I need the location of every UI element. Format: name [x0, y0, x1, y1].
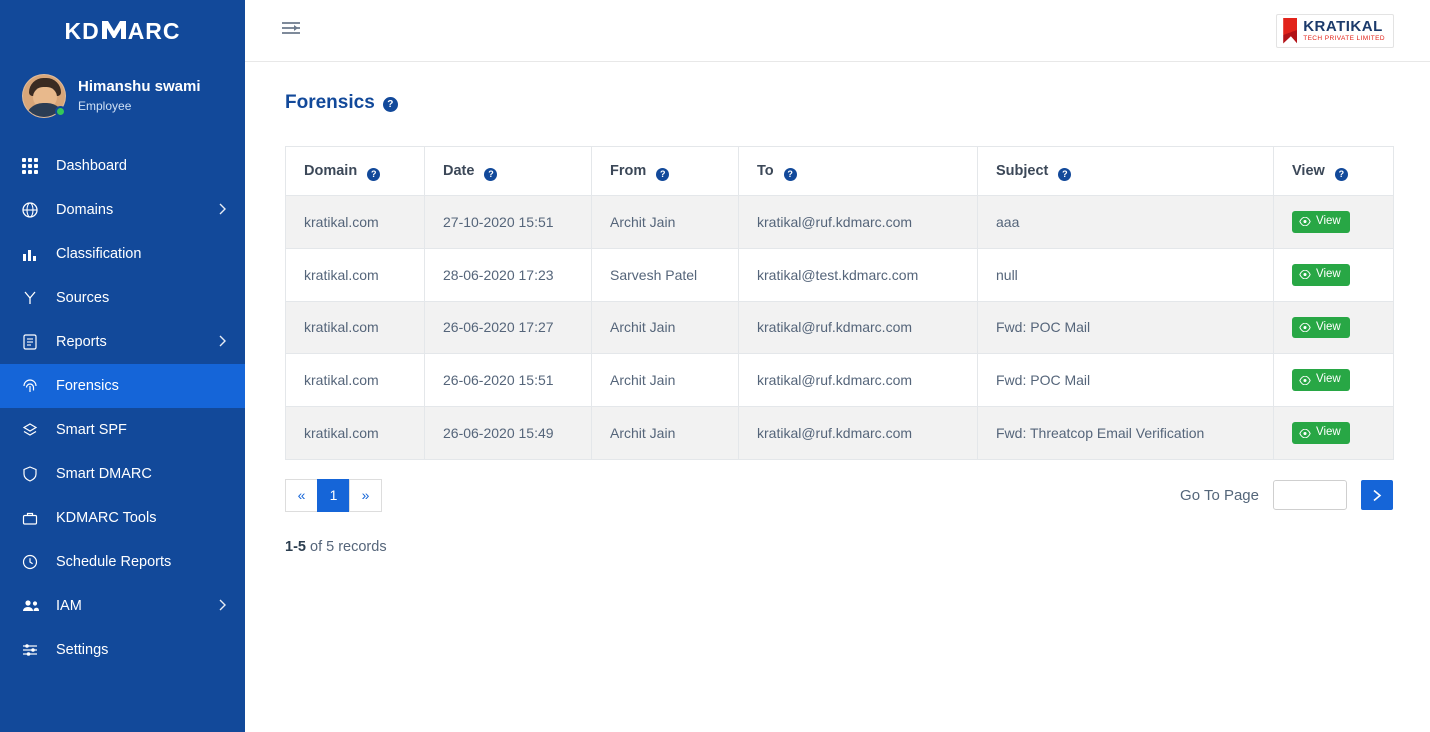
page-content — [245, 62, 1430, 732]
cell-to: kratikal@ruf.kdmarc.com — [739, 407, 978, 460]
sidebar-item-forensics[interactable] — [0, 364, 245, 408]
topbar — [245, 0, 1430, 62]
cell-domain: kratikal.com — [286, 301, 425, 354]
column-label: Domain — [304, 163, 358, 179]
brand-logo[interactable] — [0, 0, 245, 62]
cell-subject: aaa — [978, 196, 1274, 249]
sidebar-item-label: IAM — [56, 598, 82, 614]
column-help-icon[interactable]: ? — [1335, 168, 1348, 181]
sidebar-item-settings[interactable] — [0, 628, 245, 672]
brand-m-icon — [101, 19, 127, 46]
sliders-icon — [22, 642, 44, 658]
cell-domain: kratikal.com — [286, 248, 425, 301]
table-row — [286, 354, 1394, 407]
sidebar-item-smart-spf[interactable] — [0, 408, 245, 452]
column-help-icon[interactable]: ? — [484, 168, 497, 181]
status-online-indicator — [55, 106, 66, 117]
view-button-label: View — [1316, 373, 1341, 386]
eye-icon — [1299, 323, 1311, 332]
sidebar-item-label: Forensics — [56, 378, 119, 394]
cell-view — [1274, 407, 1394, 460]
pagination-next[interactable]: » — [349, 479, 382, 512]
profile-name: Himanshu swami — [78, 77, 201, 95]
kratikal-logo[interactable] — [1276, 14, 1394, 48]
goto-page-label: Go To Page — [1180, 486, 1259, 504]
records-summary — [285, 539, 1394, 555]
sidebar-item-label: Smart DMARC — [56, 466, 152, 482]
brand-part2: ARC — [127, 17, 181, 44]
view-button[interactable] — [1292, 317, 1350, 339]
column-header-to[interactable] — [739, 147, 978, 196]
cell-from: Archit Jain — [592, 301, 739, 354]
sidebar-item-schedule-reports[interactable] — [0, 540, 245, 584]
table-row — [286, 301, 1394, 354]
sidebar — [0, 0, 245, 732]
cell-date: 27-10-2020 15:51 — [425, 196, 592, 249]
forensics-table — [285, 146, 1394, 460]
view-button-label: View — [1316, 426, 1341, 439]
cell-from: Archit Jain — [592, 196, 739, 249]
avatar — [22, 74, 66, 118]
chevron-right-icon — [219, 203, 227, 218]
globe-icon — [22, 202, 44, 218]
eye-icon — [1299, 376, 1311, 385]
cell-to: kratikal@ruf.kdmarc.com — [739, 301, 978, 354]
chevron-right-icon — [219, 335, 227, 350]
eye-icon — [1299, 429, 1311, 438]
layers-icon — [22, 422, 44, 438]
column-label: Subject — [996, 163, 1049, 179]
records-range: 1-5 — [285, 538, 306, 555]
table-row — [286, 248, 1394, 301]
view-button-label: View — [1316, 320, 1341, 333]
pagination-prev[interactable]: « — [285, 479, 318, 512]
eye-icon — [1299, 270, 1311, 279]
column-header-view[interactable] — [1274, 147, 1394, 196]
sidebar-item-iam[interactable] — [0, 584, 245, 628]
kratikal-logo-tagline: TECH PRIVATE LIMITED — [1303, 34, 1385, 42]
fingerprint-icon — [22, 378, 44, 394]
column-header-subject[interactable] — [978, 147, 1274, 196]
column-label: From — [610, 163, 647, 179]
cell-subject: Fwd: Threatcop Email Verification — [978, 407, 1274, 460]
sidebar-item-label: Settings — [56, 642, 109, 658]
branch-icon — [22, 290, 44, 306]
view-button-label: View — [1316, 267, 1341, 280]
cell-to: kratikal@test.kdmarc.com — [739, 248, 978, 301]
toolbox-icon — [22, 510, 44, 526]
cell-from: Archit Jain — [592, 407, 739, 460]
page-title-text: Forensics — [285, 92, 375, 113]
sidebar-item-dashboard[interactable] — [0, 144, 245, 188]
chevron-right-icon — [1372, 489, 1383, 502]
view-button[interactable] — [1292, 211, 1350, 233]
view-button-label: View — [1316, 215, 1341, 227]
kratikal-mark-icon — [1283, 18, 1297, 44]
column-label: To — [757, 163, 774, 179]
view-button[interactable] — [1292, 264, 1350, 286]
column-label: View — [1292, 163, 1325, 179]
table-row — [286, 196, 1394, 249]
cell-from: Archit Jain — [592, 354, 739, 407]
page-title — [285, 92, 1394, 114]
sidebar-item-domains[interactable] — [0, 188, 245, 232]
sidebar-item-sources[interactable] — [0, 276, 245, 320]
table-header-row — [286, 147, 1394, 196]
sidebar-item-label: Sources — [56, 290, 110, 306]
bar-chart-icon — [22, 246, 44, 262]
cell-domain: kratikal.com — [286, 354, 425, 407]
column-help-icon[interactable]: ? — [1058, 168, 1071, 181]
cell-from: Sarvesh Patel — [592, 248, 739, 301]
table-row — [286, 407, 1394, 460]
profile-meta — [78, 78, 201, 115]
document-icon — [22, 334, 44, 350]
goto-page-group — [1180, 480, 1393, 510]
sidebar-item-reports[interactable] — [0, 320, 245, 364]
main-area — [245, 0, 1430, 732]
column-help-icon[interactable]: ? — [367, 168, 380, 181]
cell-to: kratikal@ruf.kdmarc.com — [739, 354, 978, 407]
cell-view — [1274, 354, 1394, 407]
sidebar-item-smart-dmarc[interactable] — [0, 452, 245, 496]
column-help-icon[interactable]: ? — [784, 168, 797, 181]
cell-view — [1274, 196, 1394, 249]
cell-subject: Fwd: POC Mail — [978, 301, 1274, 354]
cell-view — [1274, 301, 1394, 354]
clock-icon — [22, 554, 44, 570]
pagination — [285, 479, 381, 512]
eye-icon — [1299, 217, 1311, 226]
people-icon — [22, 598, 44, 614]
sidebar-item-label: Classification — [56, 246, 142, 262]
sidebar-nav — [0, 144, 245, 672]
sidebar-item-label: Smart SPF — [56, 422, 127, 438]
sidebar-item-label: Schedule Reports — [56, 554, 172, 570]
table-body — [286, 196, 1394, 460]
cell-subject: Fwd: POC Mail — [978, 354, 1274, 407]
profile[interactable] — [0, 62, 245, 130]
column-header-from[interactable] — [592, 147, 739, 196]
grid-icon — [22, 158, 44, 174]
column-help-icon[interactable]: ? — [656, 168, 669, 181]
shield-icon — [22, 466, 44, 482]
cell-date: 26-06-2020 15:51 — [425, 354, 592, 407]
sidebar-item-label: KDMARC Tools — [56, 510, 157, 526]
cell-subject: null — [978, 248, 1274, 301]
sidebar-item-label: Reports — [56, 334, 107, 350]
sidebar-item-classification[interactable] — [0, 232, 245, 276]
column-header-domain[interactable] — [286, 147, 425, 196]
cell-domain: kratikal.com — [286, 196, 425, 249]
records-suffix: of 5 records — [310, 538, 387, 555]
column-header-date[interactable] — [425, 147, 592, 196]
page-help-icon[interactable]: ? — [383, 97, 398, 112]
profile-role: Employee — [78, 99, 132, 114]
table-header — [286, 147, 1394, 196]
cell-to: kratikal@ruf.kdmarc.com — [739, 196, 978, 249]
goto-page-button[interactable] — [1361, 480, 1393, 510]
cell-date: 28-06-2020 17:23 — [425, 248, 592, 301]
chevron-right-icon — [219, 599, 227, 614]
cell-view — [1274, 248, 1394, 301]
hamburger-icon[interactable] — [281, 20, 301, 41]
brand-text — [64, 18, 180, 45]
view-button[interactable] — [1292, 422, 1350, 444]
sidebar-item-label: Dashboard — [56, 158, 127, 174]
cell-date: 26-06-2020 17:27 — [425, 301, 592, 354]
cell-domain: kratikal.com — [286, 407, 425, 460]
cell-date: 26-06-2020 15:49 — [425, 407, 592, 460]
sidebar-item-label: Domains — [56, 202, 114, 218]
brand-part1: KD — [64, 17, 100, 44]
goto-page-input[interactable] — [1273, 480, 1347, 510]
kratikal-logo-name: KRATIKAL — [1303, 17, 1383, 35]
pager-row — [285, 479, 1393, 512]
view-button[interactable] — [1292, 369, 1350, 391]
pagination-page-1[interactable]: 1 — [317, 479, 350, 512]
sidebar-item-kdmarc-tools[interactable] — [0, 496, 245, 540]
column-label: Date — [443, 163, 475, 179]
